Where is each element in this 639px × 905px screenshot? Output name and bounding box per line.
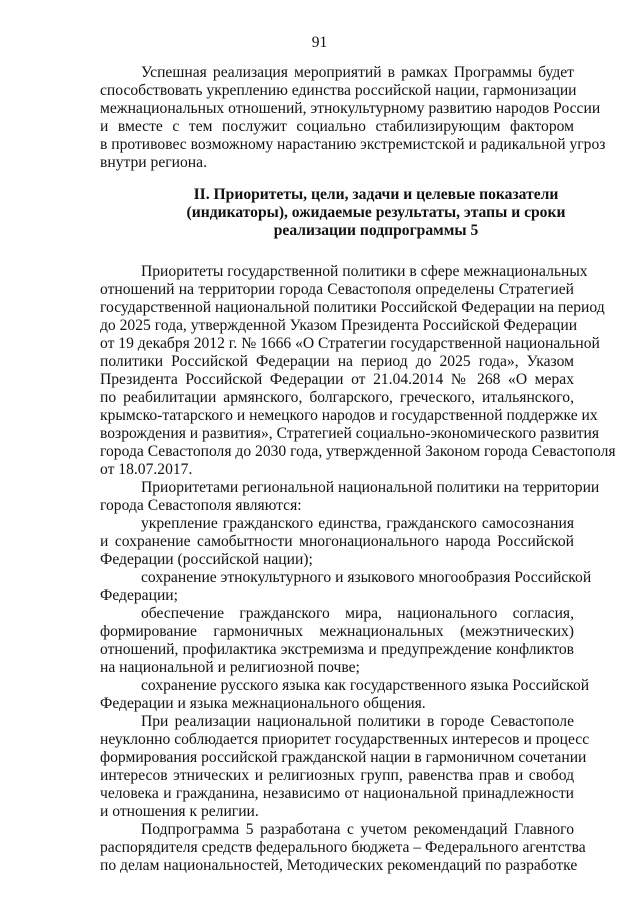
text-line: способствовать укреплению единства российской нации, гармонизации: [100, 82, 577, 99]
text-line: обеспечение гражданского мира, национального согласия,: [141, 605, 574, 622]
text-line: При реализации национальной политики в городе Севастополе: [141, 713, 574, 730]
heading-line: реализации подпрограммы 5: [273, 222, 479, 239]
text-line: Федерации;: [100, 587, 178, 604]
text-line: города Севастополя являются:: [100, 497, 302, 514]
text-line: неуклонно соблюдается приоритет государственных интересов и процесс: [100, 731, 590, 748]
text-line: на национальной и религиозной почве;: [100, 659, 360, 676]
text-line: Подпрограмма 5 разработана с учетом рекомендаций Главного: [141, 821, 574, 838]
text-line: государственной национальной политики Российской Федерации на период: [100, 299, 605, 316]
text-line: крымско-татарского и немецкого народов и государственной поддержке их: [100, 407, 598, 424]
text-line: формирования российской гражданской нации в гармоничном сочетании: [100, 749, 587, 766]
text-line: в противовес возможному нарастанию экстремистской и радикальной угроз: [100, 136, 606, 153]
text-line: от 19 декабря 2012 г. № 1666 «О Стратегии государственной национальной: [100, 335, 600, 352]
text-line: сохранение русского языка как государственного языка Российской: [141, 677, 590, 694]
text-line: возрождения и развития», Стратегией социально-экономического развития: [100, 425, 600, 442]
text-line: Федерации и языка межнационального общения.: [100, 695, 426, 712]
text-line: от 18.07.2017.: [100, 461, 193, 478]
text-line: Президента Российской Федерации от 21.04.2014 № 268 «О мерах: [100, 371, 574, 388]
text-line: отношений на территории города Севастополя определены Стратегией: [100, 281, 574, 298]
text-line: распорядителя средств федерального бюджета – Федерального агентства: [100, 839, 586, 856]
text-line: города Севастополя до 2030 года, утвержденной Законом города Севастополя: [100, 443, 616, 460]
text-line: и вместе с тем послужит социально стабилизирующим фактором: [100, 118, 574, 135]
text-line: до 2025 года, утвержденной Указом Президента Российской Федерации: [100, 317, 578, 334]
text-line: укрепление гражданского единства, гражданского самосознания: [141, 515, 574, 532]
text-line: Успешная реализация мероприятий в рамках Программы будет: [141, 64, 574, 81]
text-line: внутри региона.: [100, 154, 207, 171]
text-line: Приоритетами региональной национальной политики на территории: [141, 479, 600, 496]
text-line: интересов этнических и религиозных групп, равенства прав и свобод: [100, 767, 574, 784]
text-line: и сохранение самобытности многонационального народа Российской: [100, 533, 574, 550]
text-line: человека и гражданина, независимо от национальной принадлежности: [100, 785, 574, 802]
text-line: Приоритеты государственной политики в сфере межнациональных: [141, 263, 588, 280]
text-line: по делам национальностей, Методических рекомендаций по разработке: [100, 857, 578, 874]
text-line: Федерации (российской нации);: [100, 551, 313, 568]
text-line: и отношения к религии.: [100, 803, 259, 820]
heading-line: (индикаторы), ожидаемые результаты, этапы и сроки: [186, 204, 566, 221]
text-line: сохранение этнокультурного и языкового многообразия Российской: [141, 569, 592, 586]
text-line: по реабилитации армянского, болгарского, греческого, итальянского,: [100, 389, 574, 406]
text-line: отношений, профилактика экстремизма и предупреждение конфликтов: [100, 641, 574, 658]
page-number: 91: [311, 34, 328, 51]
text-line: политики Российской Федерации на период до 2025 года», Указом: [100, 353, 574, 370]
text-line: формирование гармоничных межнациональных (межэтнических): [100, 623, 574, 640]
text-line: межнациональных отношений, этнокультурному развитию народов России: [100, 100, 601, 117]
heading-line: II. Приоритеты, цели, задачи и целевые показатели: [193, 186, 559, 203]
